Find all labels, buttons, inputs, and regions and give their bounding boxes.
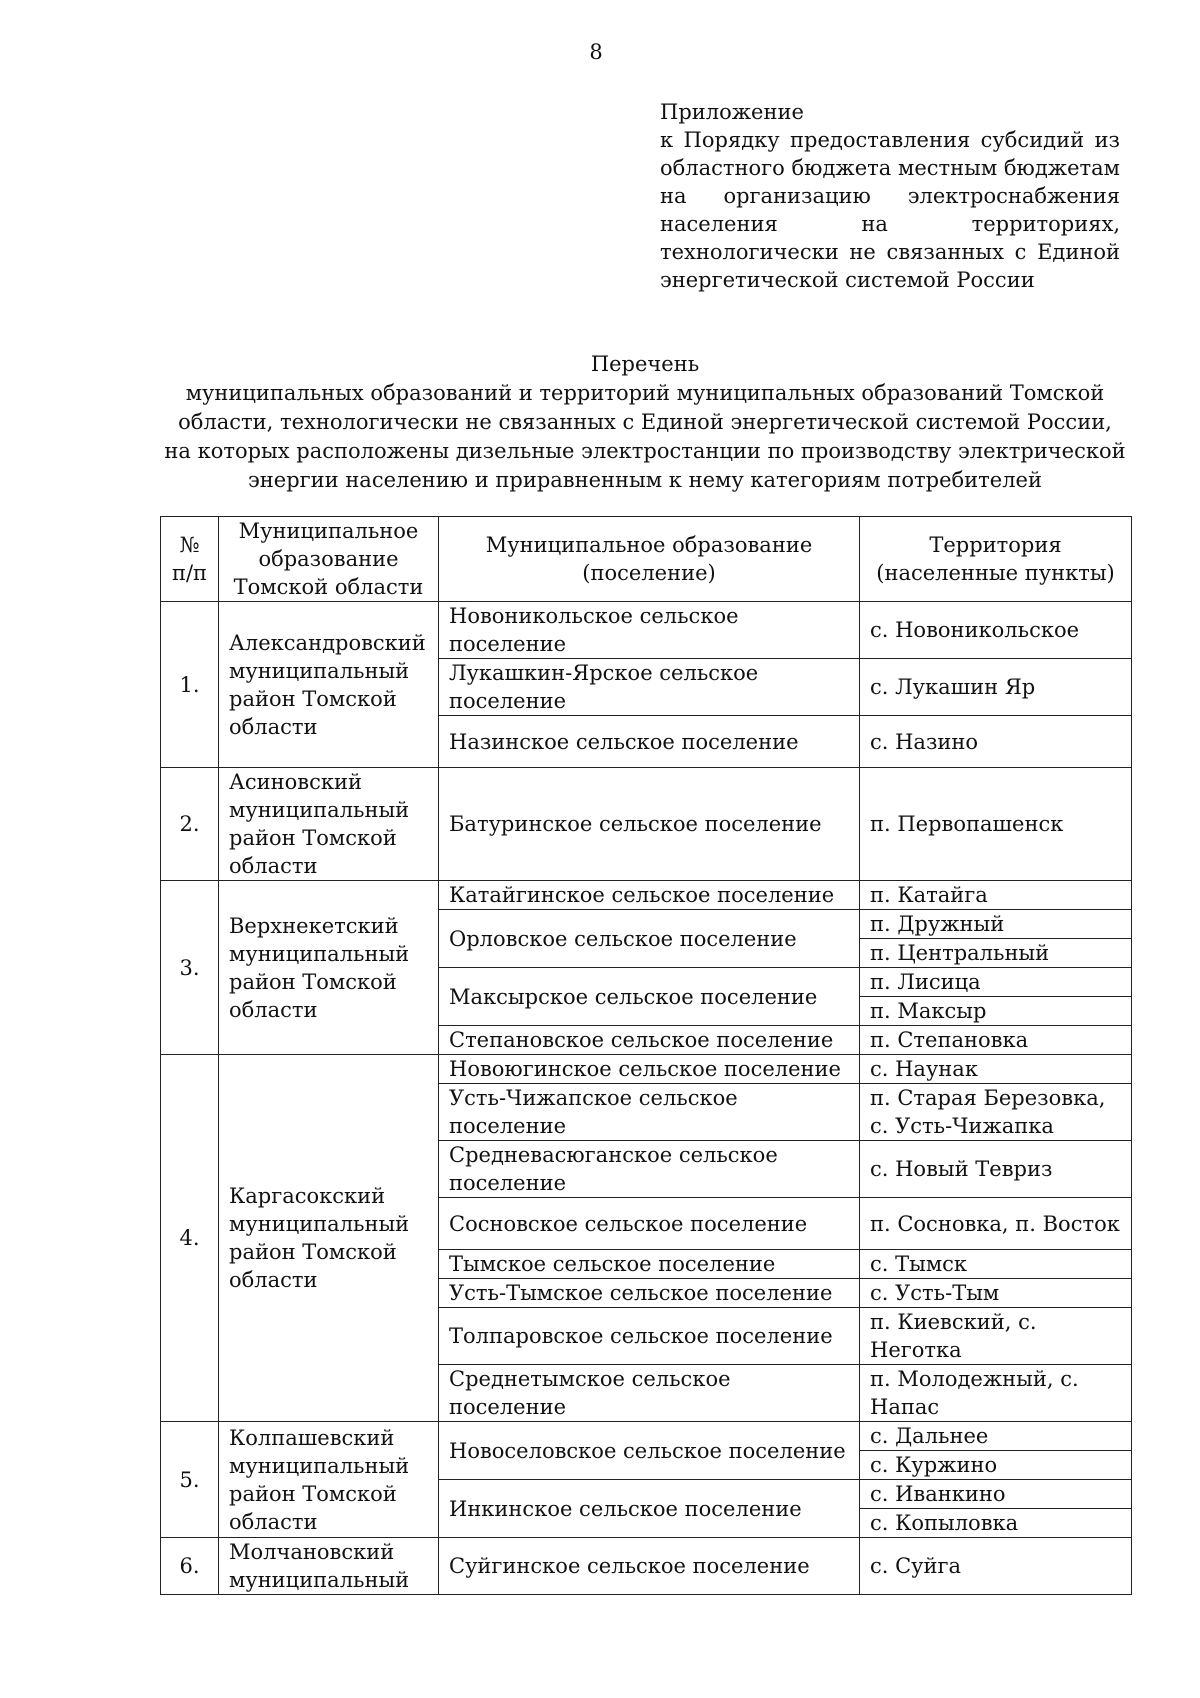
district-name: Каргасокский муниципальный район Томской области xyxy=(219,1055,439,1422)
settlement-name: Усть-Тымское сельское поселение xyxy=(439,1279,860,1308)
settlement-name: Толпаровское сельское поселение xyxy=(439,1308,860,1365)
territory-name: с. Назино xyxy=(860,716,1132,768)
settlement-name: Среднетымское сельское поселение xyxy=(439,1365,860,1422)
table-row xyxy=(161,1538,1132,1595)
settlement-name: Средневасюганское сельское поселение xyxy=(439,1141,860,1198)
settlement-name: Новоселовское сельское поселение xyxy=(439,1422,860,1480)
district-name: Верхнекетский муниципальный район Томской области xyxy=(219,881,439,1055)
table-row xyxy=(161,881,1132,910)
heading-line-4: на которых расположены дизельные электростанции по производству электрической xyxy=(164,439,1126,463)
territory-name: с. Куржино xyxy=(860,1451,1132,1480)
territory-name: с. Усть-Тым xyxy=(860,1279,1132,1308)
appendix-block xyxy=(660,98,1120,294)
appendix-title: Приложение xyxy=(660,100,804,124)
settlement-name: Инкинское сельское поселение xyxy=(439,1480,860,1538)
district-name: Асиновский муниципальный район Томской области xyxy=(219,768,439,881)
settlement-name: Новоникольское сельское поселение xyxy=(439,602,860,659)
municipality-table xyxy=(160,516,1132,1595)
territory-name: с. Копыловка xyxy=(860,1509,1132,1538)
territory-name: с. Новый Тевриз xyxy=(860,1141,1132,1198)
heading-line-2: муниципальных образований и территорий муниципальных образований Томской xyxy=(185,381,1105,405)
header-territory: Территория (населенные пункты) xyxy=(860,517,1132,602)
table-header-row xyxy=(161,517,1132,602)
district-name: Александровский муниципальный район Томской области xyxy=(219,602,439,768)
territory-name: п. Катайга xyxy=(860,881,1132,910)
settlement-name: Максырское сельское поселение xyxy=(439,968,860,1026)
territory-name: с. Лукашин Яр xyxy=(860,659,1132,716)
settlement-name: Катайгинское сельское поселение xyxy=(439,881,860,910)
settlement-name: Назинское сельское поселение xyxy=(439,716,860,768)
territory-name: с. Дальнее xyxy=(860,1422,1132,1451)
territory-name: с. Иванкино xyxy=(860,1480,1132,1509)
heading-line-5: энергии населению и приравненным к нему категориям потребителей xyxy=(248,468,1042,492)
heading-line-3: области, технологически не связанных с Единой энергетической системой России, xyxy=(178,410,1112,434)
settlement-name: Батуринское сельское поселение xyxy=(439,768,860,881)
territory-name: с. Новоникольское xyxy=(860,602,1132,659)
header-num: № п/п xyxy=(161,517,219,602)
table-row xyxy=(161,602,1132,659)
row-number: 2. xyxy=(161,768,219,881)
territory-name: п. Молодежный, с. Напас xyxy=(860,1365,1132,1422)
territory-name: с. Наунак xyxy=(860,1055,1132,1084)
settlement-name: Суйгинское сельское поселение xyxy=(439,1538,860,1595)
territory-name: п. Степановка xyxy=(860,1026,1132,1055)
table-row xyxy=(161,1422,1132,1451)
district-name: Молчановский муниципальный xyxy=(219,1538,439,1595)
page-number: 8 xyxy=(589,40,603,64)
header-municipality: Муниципальное образование Томской области xyxy=(219,517,439,602)
appendix-body: к Порядку предоставления субсидий из областного бюджета местным бюджетам на организацию электроснабжения населения на территориях, технологически не связанных с Единой энергетической системой России xyxy=(660,128,1120,292)
row-number: 1. xyxy=(161,602,219,768)
territory-name: п. Старая Березовка, с. Усть-Чижапка xyxy=(860,1084,1132,1141)
row-number: 6. xyxy=(161,1538,219,1595)
table-row xyxy=(161,768,1132,881)
district-name: Колпашевский муниципальный район Томской области xyxy=(219,1422,439,1538)
territory-name: п. Центральный xyxy=(860,939,1132,968)
territory-name: п. Максыр xyxy=(860,997,1132,1026)
settlement-name: Лукашкин-Ярское сельское поселение xyxy=(439,659,860,716)
settlement-name: Сосновское сельское поселение xyxy=(439,1198,860,1250)
territory-name: с. Тымск xyxy=(860,1250,1132,1279)
table-body xyxy=(161,602,1132,1595)
settlement-name: Тымское сельское поселение xyxy=(439,1250,860,1279)
table-row xyxy=(161,1055,1132,1084)
row-number: 3. xyxy=(161,881,219,1055)
territory-name: с. Суйга xyxy=(860,1538,1132,1595)
territory-name: п. Лисица xyxy=(860,968,1132,997)
settlement-name: Новоюгинское сельское поселение xyxy=(439,1055,860,1084)
territory-name: п. Киевский, с. Неготка xyxy=(860,1308,1132,1365)
document-heading xyxy=(160,350,1130,495)
settlement-name: Орловское сельское поселение xyxy=(439,910,860,968)
territory-name: п. Первопашенск xyxy=(860,768,1132,881)
settlement-name: Степановское сельское поселение xyxy=(439,1026,860,1055)
settlement-name: Усть-Чижапское сельское поселение xyxy=(439,1084,860,1141)
territory-name: п. Сосновка, п. Восток xyxy=(860,1198,1132,1250)
row-number: 4. xyxy=(161,1055,219,1422)
territory-name: п. Дружный xyxy=(860,910,1132,939)
row-number: 5. xyxy=(161,1422,219,1538)
header-settlement: Муниципальное образование (поселение) xyxy=(439,517,860,602)
heading-line-1: Перечень xyxy=(590,352,700,376)
